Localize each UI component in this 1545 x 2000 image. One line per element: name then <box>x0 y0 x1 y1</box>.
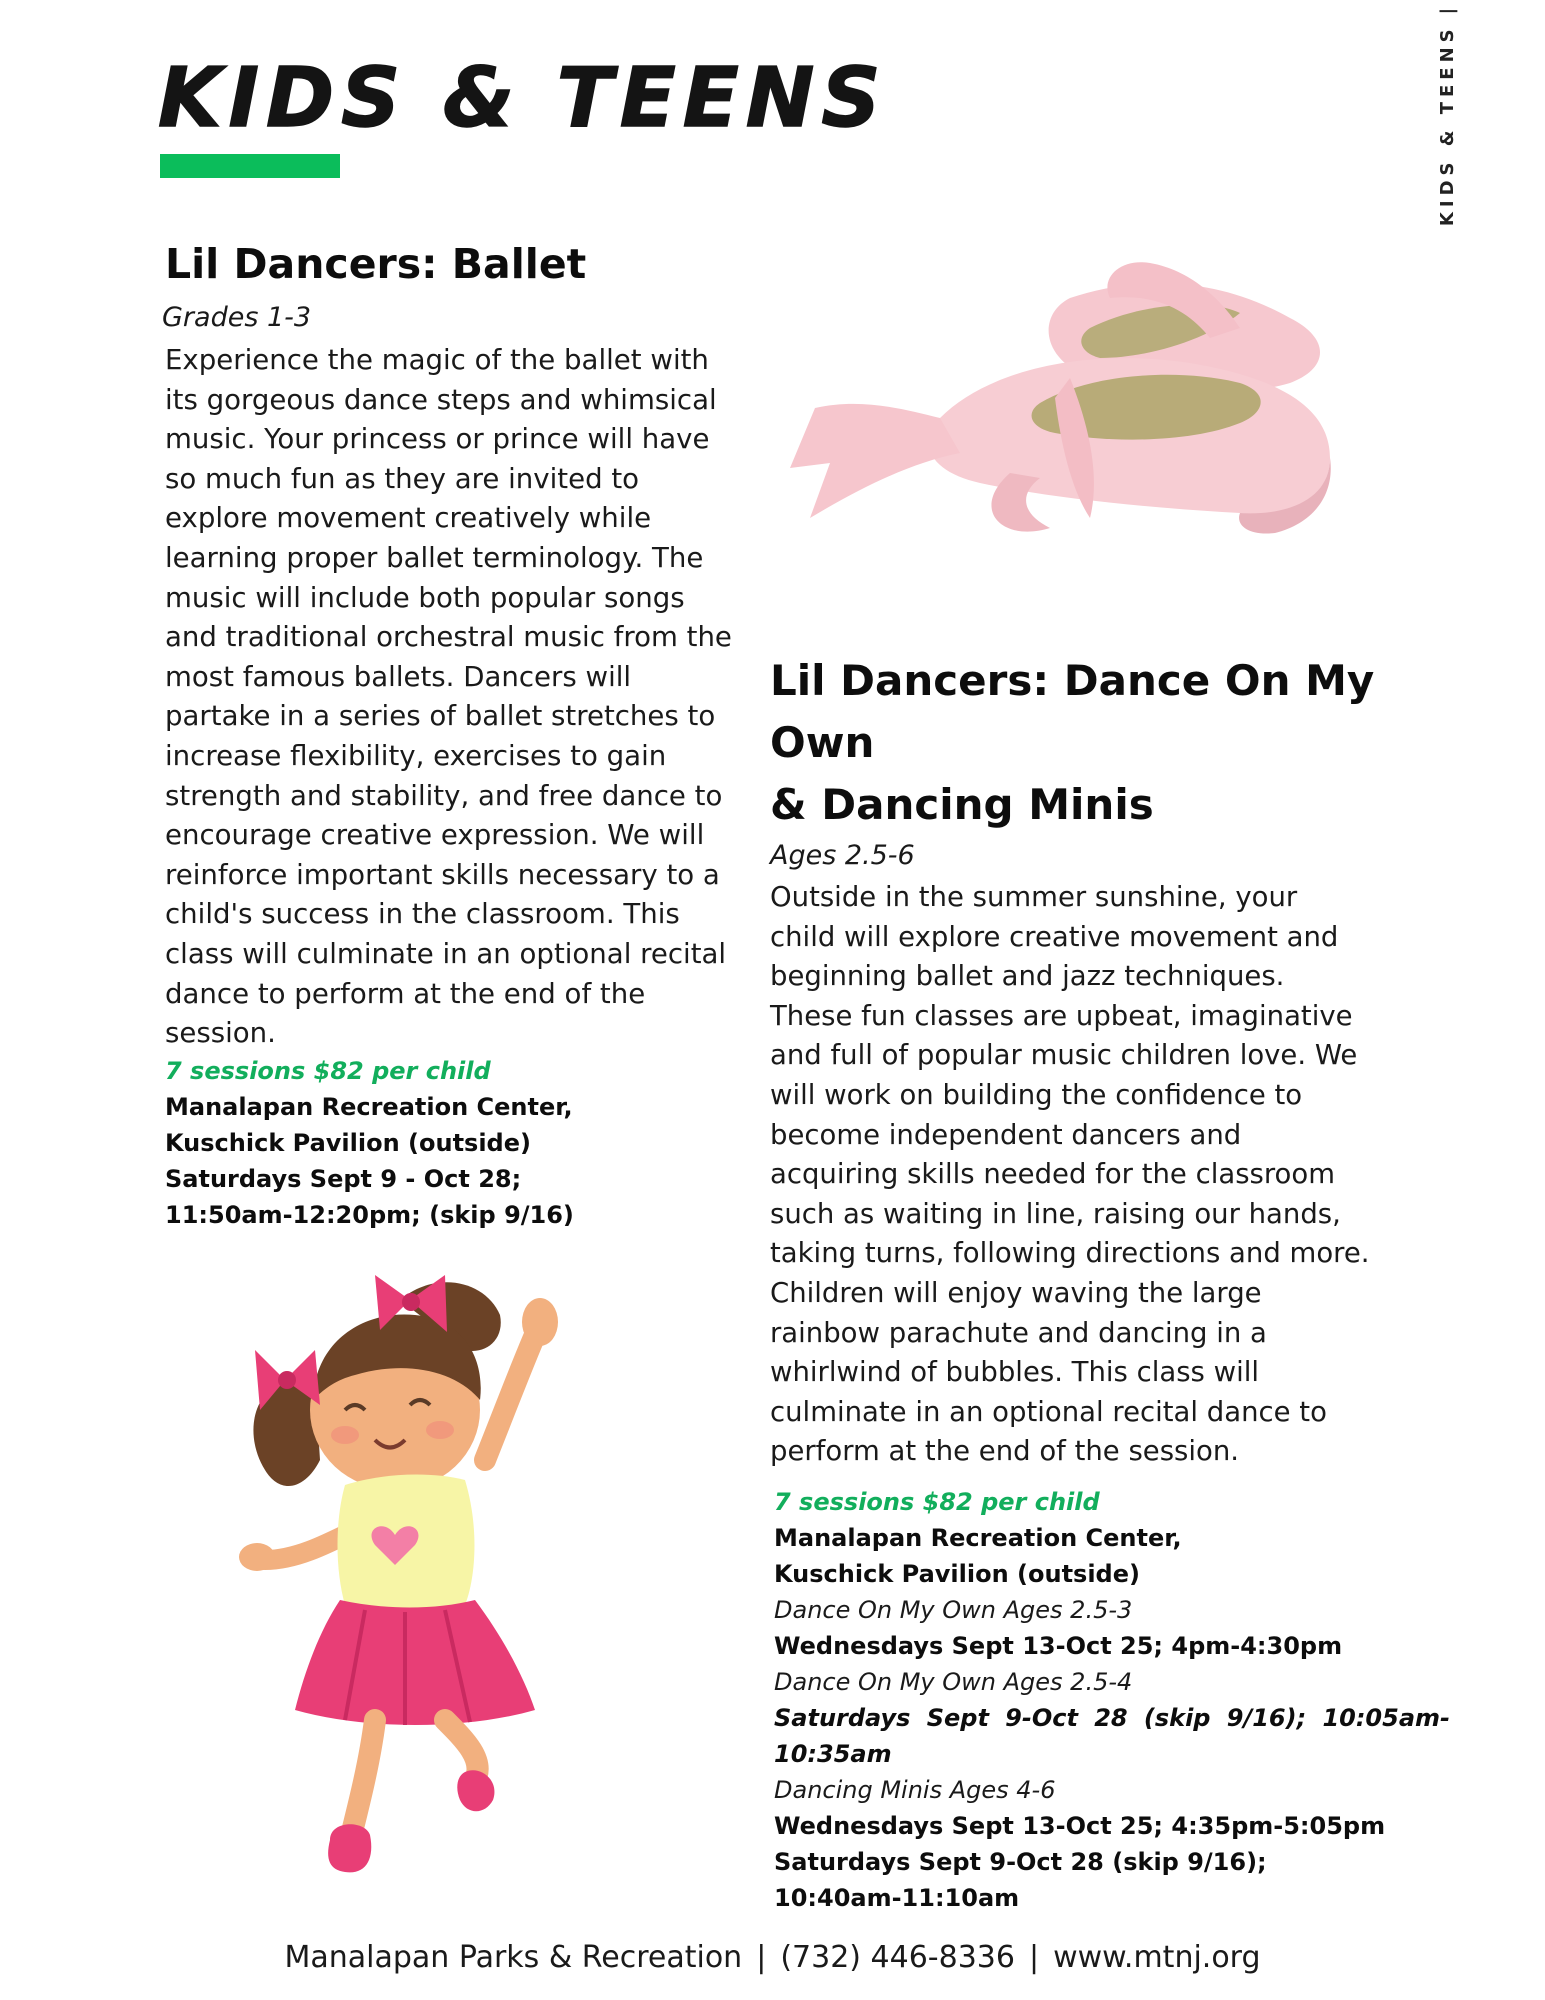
side-page-label <box>1435 0 1461 240</box>
ballet-description: Experience the magic of the ballet with its gorgeous dance steps and whimsical music. Your princess or prince will have so much fun as they are invited to explore movement creatively while learning proper ballet terminology. The music will include both popular songs and traditional orchestral music from the most famous ballets. Dancers will partake in a series of ballet stretches to increase flexibility, exercises to gain strength and stability, and free dance to encourage creative expression. We will reinforce important skills necessary to a child's success in the classroom. This class will culminate in an optional recital dance to perform at the end of the session. <box>165 343 732 1050</box>
dance-section <box>770 650 1470 1916</box>
dance-location-line2: Kuschick Pavilion (outside) <box>774 1559 1140 1588</box>
dance-group3-schedule1: Wednesdays Sept 13-Oct 25; 4:35pm-5:05pm <box>774 1811 1386 1840</box>
footer-phone: (732) 446-8336 <box>780 1940 1015 1975</box>
dance-title-line2: & Dancing Minis <box>770 780 1154 829</box>
ballet-grades: Grades 1-3 <box>162 302 312 333</box>
ballet-shoes-icon <box>770 258 1400 558</box>
page-heading: KIDS & TEENS <box>158 51 888 146</box>
ballet-section <box>162 234 745 1233</box>
ballet-title: Lil Dancers: Ballet <box>165 240 587 288</box>
dance-description: Outside in the summer sunshine, your child will explore creative movement and beginning ballet and jazz techniques. These fun classes are upbeat, imaginative and full of popular music children love. We will work on building the confidence to become independent dancers and acquiring skills needed for the classroom such as waiting in line, raising our hands, taking turns, following directions and more. Children will enjoy waving the large rainbow parachute and dancing in a whirlwind of bubbles. This class will culminate in an optional recital dance to perform at the end of the session. <box>770 881 1370 1468</box>
footer-website: www.mtnj.org <box>1053 1940 1261 1975</box>
footer <box>0 1940 1545 1975</box>
dance-schedule <box>774 1520 1470 1916</box>
footer-separator: | <box>1028 1940 1040 1975</box>
girl-dancer-icon <box>235 1260 615 1880</box>
dance-group3-schedule3: 10:40am-11:10am <box>774 1883 1020 1912</box>
footer-separator: | <box>756 1940 767 1975</box>
ballet-schedule-line2: 11:50am-12:20pm; (skip 9/16) <box>165 1200 574 1229</box>
dance-group2-label: Dance On My Own Ages 2.5-4 <box>774 1667 1133 1696</box>
ballet-schedule-line1: Saturdays Sept 9 - Oct 28; <box>165 1164 522 1193</box>
dance-group1-label: Dance On My Own Ages 2.5-3 <box>774 1595 1133 1624</box>
ballet-price: 7 sessions $82 per child <box>165 1056 491 1085</box>
dance-price: 7 sessions $82 per child <box>774 1487 1100 1516</box>
dance-group3-label: Dancing Minis Ages 4-6 <box>774 1775 1056 1804</box>
heading-accent-bar <box>160 154 340 178</box>
dance-group1-schedule: Wednesdays Sept 13-Oct 25; 4pm-4:30pm <box>774 1631 1343 1660</box>
side-divider: | <box>1437 2 1458 15</box>
ballet-location-line1: Manalapan Recreation Center, <box>165 1092 573 1121</box>
footer-org: Manalapan Parks & Recreation <box>284 1940 743 1975</box>
dance-ages: Ages 2.5-6 <box>770 840 915 871</box>
dance-location-line1: Manalapan Recreation Center, <box>774 1523 1182 1552</box>
side-section-label: KIDS & TEENS <box>1437 24 1458 227</box>
dance-group3-schedule2: Saturdays Sept 9-Oct 28 (skip 9/16); <box>774 1847 1267 1876</box>
ballet-location-line2: Kuschick Pavilion (outside) <box>165 1128 531 1157</box>
dance-title-line1: Lil Dancers: Dance On My Own <box>770 656 1375 767</box>
dance-group2-schedule: Saturdays Sept 9-Oct 28 (skip 9/16); 10:05am-10:35am <box>774 1703 1450 1768</box>
